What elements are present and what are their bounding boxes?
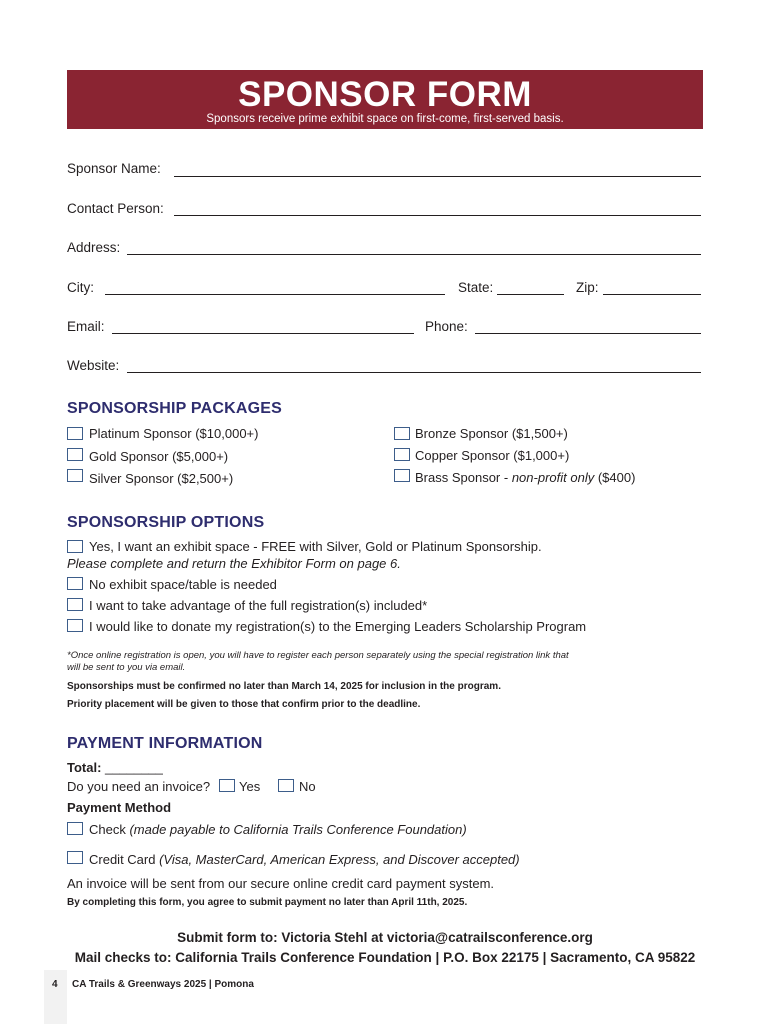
city-label: City: xyxy=(67,280,94,295)
sponsor-name-label: Sponsor Name: xyxy=(67,161,161,176)
contact-person-field[interactable] xyxy=(174,215,701,216)
credit-card-label xyxy=(89,852,520,868)
check-label-note: (made payable to California Trails Conference Foundation) xyxy=(129,822,467,837)
total-label: Total: xyxy=(67,760,102,775)
email-field[interactable] xyxy=(112,333,414,334)
brass-label-prefix: Brass Sponsor - xyxy=(415,470,512,485)
invoice-note: An invoice will be sent from our secure online credit card payment system. xyxy=(67,876,495,891)
state-field[interactable] xyxy=(497,294,564,295)
submit-line-1: Submit form to: Victoria Stehl at victoria@catrailsconference.org xyxy=(177,930,593,945)
brass-label-note: non-profit only xyxy=(511,470,595,485)
form-banner xyxy=(67,70,703,129)
total-field[interactable]: ________ xyxy=(105,760,163,775)
donate-checkbox[interactable] xyxy=(67,619,83,632)
credit-card-checkbox[interactable] xyxy=(67,851,83,864)
gold-label: Gold Sponsor ($5,000+) xyxy=(89,449,229,464)
credit-card-label-note: (Visa, MasterCard, American Express, and Discover accepted) xyxy=(159,852,520,867)
priority-note: Priority placement will be given to those that confirm prior to the deadline. xyxy=(67,699,421,710)
submit-line-2: Mail checks to: California Trails Conference Foundation | P.O. Box 22175 | Sacramento, CA 95822 xyxy=(74,950,696,965)
address-label: Address: xyxy=(67,240,121,255)
form-subtitle: Sponsors receive prime exhibit space on first-come, first-served basis. xyxy=(206,113,564,125)
confirm-deadline-note: Sponsorships must be confirmed no later than March 14, 2025 for inclusion in the program. xyxy=(67,681,501,692)
footnote-line-2: will be sent to you via email. xyxy=(67,662,186,673)
donate-label: I would like to donate my registration(s) to the Emerging Leaders Scholarship Program xyxy=(89,619,587,634)
bronze-checkbox[interactable] xyxy=(394,427,410,440)
no-exhibit-checkbox[interactable] xyxy=(67,577,83,590)
invoice-yes-checkbox[interactable] xyxy=(219,779,235,792)
address-field[interactable] xyxy=(127,254,701,255)
check-label xyxy=(89,822,467,838)
brass-checkbox[interactable] xyxy=(394,469,410,482)
brass-label xyxy=(415,470,635,486)
total-row xyxy=(67,760,163,776)
packages-heading: SPONSORSHIP PACKAGES xyxy=(67,400,283,417)
form-title: SPONSOR FORM xyxy=(238,75,532,114)
phone-field[interactable] xyxy=(475,333,701,334)
bronze-label: Bronze Sponsor ($1,500+) xyxy=(415,426,568,441)
payment-heading: PAYMENT INFORMATION xyxy=(67,735,263,752)
invoice-yes-label: Yes xyxy=(239,779,261,794)
contact-person-label: Contact Person: xyxy=(67,201,164,216)
silver-label: Silver Sponsor ($2,500+) xyxy=(89,471,234,486)
state-label: State: xyxy=(458,280,494,295)
credit-card-label-prefix: Credit Card xyxy=(89,852,160,867)
no-exhibit-label: No exhibit space/table is needed xyxy=(89,577,277,592)
options-heading: SPONSORSHIP OPTIONS xyxy=(67,514,265,531)
full-registration-checkbox[interactable] xyxy=(67,598,83,611)
phone-label: Phone: xyxy=(425,319,468,334)
platinum-checkbox[interactable] xyxy=(67,427,83,440)
website-field[interactable] xyxy=(127,372,701,373)
city-field[interactable] xyxy=(105,294,445,295)
full-registration-label: I want to take advantage of the full registration(s) included* xyxy=(89,598,428,613)
brass-label-price: ($400) xyxy=(594,470,636,485)
platinum-label: Platinum Sponsor ($10,000+) xyxy=(89,426,259,441)
exhibit-note: Please complete and return the Exhibitor Form on page 6. xyxy=(67,556,401,571)
invoice-no-checkbox[interactable] xyxy=(278,779,294,792)
gold-checkbox[interactable] xyxy=(67,448,83,461)
invoice-question: Do you need an invoice? xyxy=(67,779,211,794)
footer-text: CA Trails & Greenways 2025 | Pomona xyxy=(72,979,254,990)
zip-field[interactable] xyxy=(603,294,701,295)
payment-method-label: Payment Method xyxy=(67,800,172,815)
copper-label: Copper Sponsor ($1,000+) xyxy=(415,448,570,463)
sponsor-name-field[interactable] xyxy=(174,176,701,177)
check-checkbox[interactable] xyxy=(67,822,83,835)
zip-label: Zip: xyxy=(576,280,599,295)
payment-agreement: By completing this form, you agree to submit payment no later than April 11th, 2025. xyxy=(67,897,468,908)
email-label: Email: xyxy=(67,319,105,334)
website-label: Website: xyxy=(67,358,120,373)
exhibit-label: Yes, I want an exhibit space - FREE with Silver, Gold or Platinum Sponsorship. xyxy=(89,539,542,554)
page-number: 4 xyxy=(52,979,58,990)
check-label-prefix: Check xyxy=(89,822,130,837)
invoice-no-label: No xyxy=(299,779,316,794)
exhibit-checkbox[interactable] xyxy=(67,540,83,553)
silver-checkbox[interactable] xyxy=(67,469,83,482)
copper-checkbox[interactable] xyxy=(394,448,410,461)
footnote-line-1: *Once online registration is open, you will have to register each person separately using the special registration link that xyxy=(67,650,569,661)
